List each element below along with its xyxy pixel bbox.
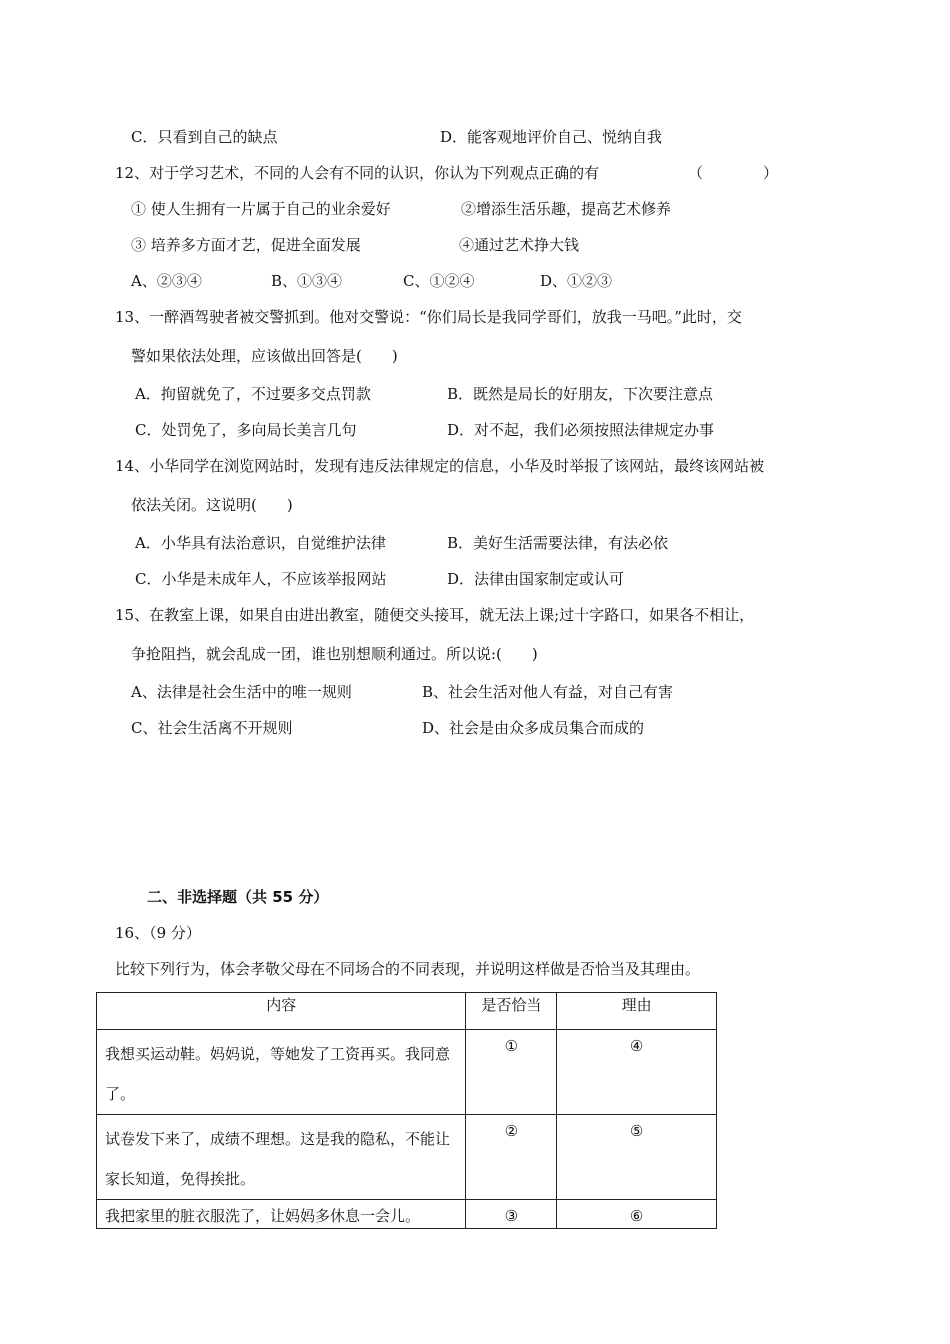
row-reason-blank[interactable]: ⑤ (557, 1115, 717, 1200)
header-reason: 理由 (557, 993, 717, 1030)
row-content: 试卷发下来了，成绩不理想。这是我的隐私，不能让家长知道，免得挨批。 (97, 1115, 466, 1200)
q12-option-c: C、①②④ (403, 272, 475, 290)
q12-option-b: B、①③④ (271, 272, 343, 290)
q16-instruction: 比较下列行为，体会孝敬父母在不同场合的不同表现，并说明这样做是否恰当及其理由。 (115, 960, 701, 978)
row-appropriate-blank[interactable]: ③ (466, 1200, 557, 1229)
q14-stem-line-1: 14、小华同学在浏览网站时，发现有违反法律规定的信息，小华及时举报了该网站，最终该网站被 (115, 457, 765, 475)
row-appropriate-blank[interactable]: ① (466, 1030, 557, 1115)
q15-option-d: D、社会是由众多成员集合而成的 (422, 719, 645, 737)
q16-table (96, 992, 717, 1229)
q14-option-a: A．小华具有法治意识，自觉维护法律 (135, 534, 386, 552)
q15-option-c: C、社会生活离不开规则 (131, 719, 293, 737)
q14-option-d: D．法律由国家制定或认可 (447, 570, 625, 588)
q13-stem-line-2: 警如果依法处理，应该做出回答是( ) (131, 347, 398, 365)
q13-option-b: B．既然是局长的好朋友，下次要注意点 (447, 385, 714, 403)
q15-stem-line-2: 争抢阻挡，就会乱成一团，谁也别想顺利通过。所以说:( ) (131, 645, 538, 663)
table-row (97, 1200, 717, 1229)
row-content: 我想买运动鞋。妈妈说，等她发了工资再买。我同意了。 (97, 1030, 466, 1115)
header-content: 内容 (97, 993, 466, 1030)
row-reason-blank[interactable]: ⑥ (557, 1200, 717, 1229)
table-header-row (97, 993, 717, 1030)
q15-stem-line-1: 15、在教室上课，如果自由进出教室，随便交头接耳，就无法上课;过十字路口，如果各不相让， (115, 606, 755, 624)
q11-option-c: C．只看到自己的缺点 (131, 128, 278, 146)
q12-answer-paren: （ ） (688, 164, 779, 182)
section-2-heading: 二、非选择题（共 55 分） (147, 888, 329, 906)
q14-option-b: B．美好生活需要法律，有法必依 (447, 534, 669, 552)
q13-option-a: A．拘留就免了，不过要多交点罚款 (135, 385, 371, 403)
q15-option-a: A、法律是社会生活中的唯一规则 (131, 683, 352, 701)
q11-option-d: D．能客观地评价自己、悦纳自我 (440, 128, 663, 146)
q13-option-d: D．对不起，我们必须按照法律规定办事 (447, 421, 715, 439)
q12-statement-1: ① 使人生拥有一片属于自己的业余爱好 (131, 200, 391, 218)
q12-stem: 12、对于学习艺术，不同的人会有不同的认识，你认为下列观点正确的有 (115, 164, 600, 182)
q12-option-d: D、①②③ (540, 272, 613, 290)
table-row (97, 1115, 717, 1200)
q12-statement-2: ②增添生活乐趣，提高艺术修养 (461, 200, 672, 218)
header-appropriate: 是否恰当 (466, 993, 557, 1030)
row-reason-blank[interactable]: ④ (557, 1030, 717, 1115)
q14-option-c: C．小华是未成年人，不应该举报网站 (135, 570, 387, 588)
q13-option-c: C．处罚免了，多向局长美言几句 (135, 421, 357, 439)
row-content: 我把家里的脏衣服洗了，让妈妈多休息一会儿。 (97, 1200, 466, 1229)
q12-statement-3: ③ 培养多方面才艺，促进全面发展 (131, 236, 361, 254)
q13-stem-line-1: 13、一醉酒驾驶者被交警抓到。他对交警说：“你们局长是我同学哥们，放我一马吧。”此时，交 (115, 308, 742, 326)
q14-stem-line-2: 依法关闭。这说明( ) (131, 496, 293, 514)
q12-option-a: A、②③④ (131, 272, 202, 290)
row-appropriate-blank[interactable]: ② (466, 1115, 557, 1200)
q15-option-b: B、社会生活对他人有益，对自己有害 (422, 683, 674, 701)
q16-label: 16、（9 分） (115, 924, 201, 942)
table-row (97, 1030, 717, 1115)
q12-statement-4: ④通过艺术挣大钱 (459, 236, 580, 254)
